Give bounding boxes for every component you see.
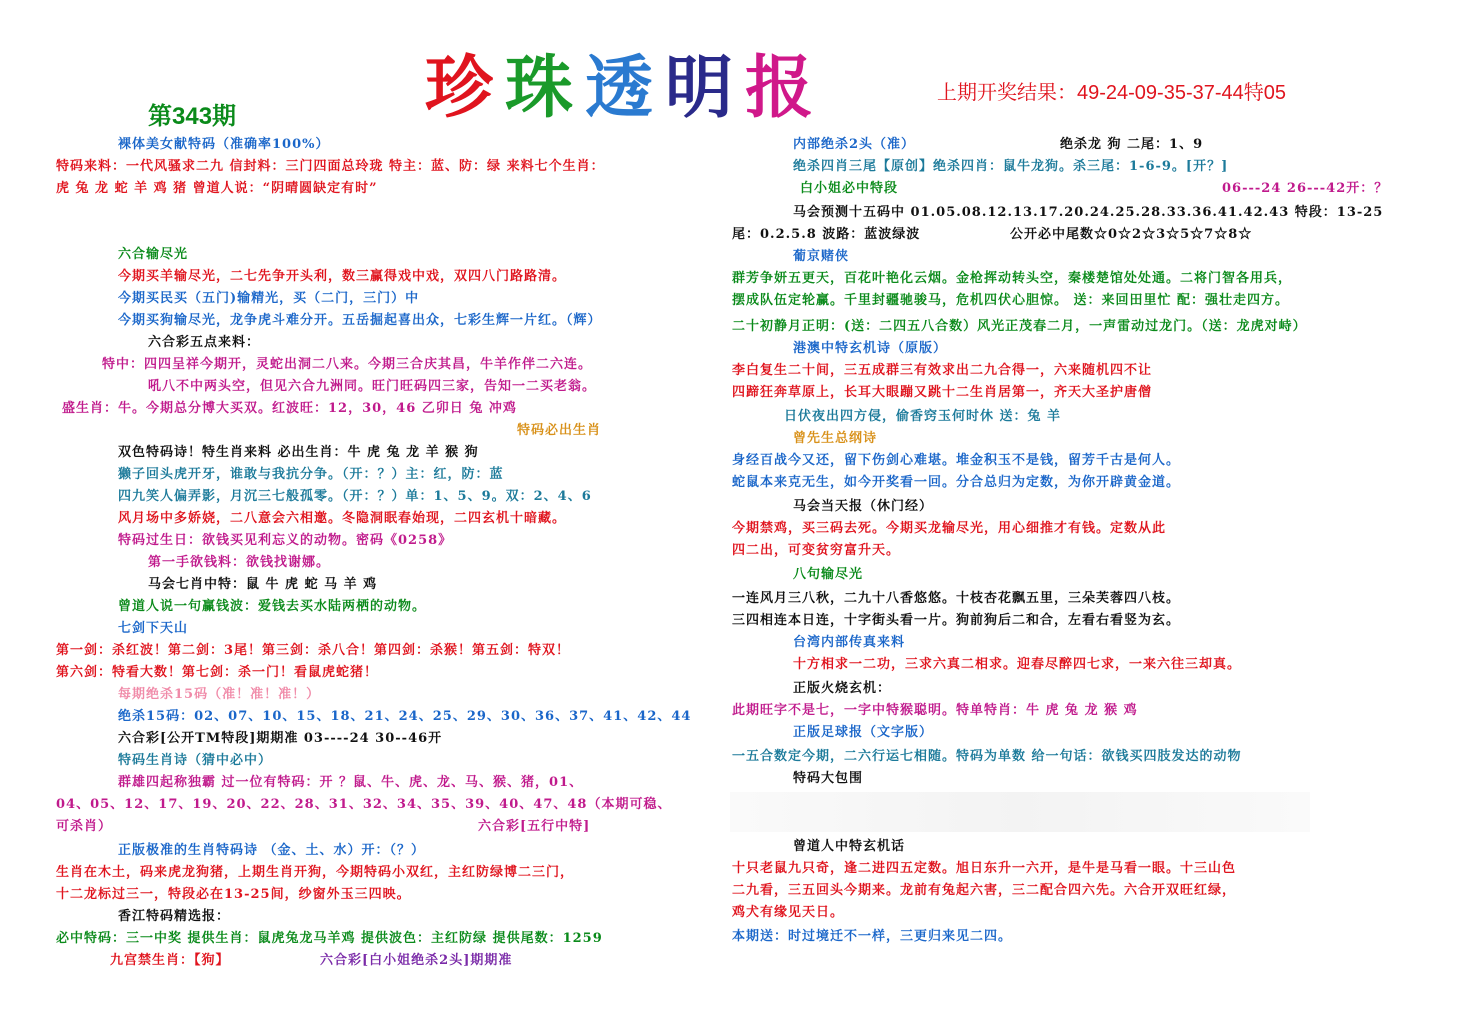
right-line: 四蹄狂奔草原上，长耳大眼蹦又跳十二生肖居第一，齐天大圣护唐僧 — [732, 385, 1153, 400]
right-line: 身经百战今又还，留下伤剑心难堪。堆金积玉不是钱，留芳千古是何人。 — [732, 453, 1181, 468]
right-line: 今期禁鸡，买三码去死。今期买龙输尽光，用心细推才有钱。定数从此 — [732, 521, 1167, 536]
left-line: 特码生肖诗（猜中必中） — [118, 753, 273, 768]
right-line: 绝杀四肖三尾【原创】绝杀四肖：鼠牛龙狗。杀三尾：1-6-9。[开？] — [793, 159, 1229, 174]
right-line: 白小姐必中特段 — [800, 181, 899, 196]
left-line: 特码来料：一代风骚求二九 信封料：三门四面总玲珑 特主：蓝、防：绿 来料七个生肖： — [56, 159, 605, 174]
right-line: 摆成队伍定轮赢。千里封疆驰骏马，危机四伏心胆惊。 送：来回田里忙 配：强壮走四方。 — [732, 293, 1290, 308]
left-line: 六合输尽光 — [118, 247, 189, 262]
right-line: 葡京赌侠 — [793, 249, 850, 264]
left-line: 曾道人说一句赢钱波：爱钱去买水陆两栖的动物。 — [118, 599, 427, 614]
left-line: 六合彩五点来料： — [148, 335, 261, 350]
right-line: 四二出，可变贫穷富升天。 — [732, 543, 901, 558]
left-line: 九宫禁生肖：【狗】 — [110, 953, 230, 968]
left-line: 特中：四四呈祥今期开，灵蛇出洞二八来。今期三合庆其昌，牛羊作伴二六连。 — [102, 357, 593, 372]
left-line: 风月场中多娇娆，二八意会六相邀。冬隐洞眠春始现，二四玄机十暗藏。 — [118, 511, 567, 526]
left-line: 今期买狗输尽光，龙争虎斗难分开。五岳掘起喜出众，七彩生辉一片红。（辉） — [118, 313, 602, 328]
right-line: 台湾内部传真来料 — [793, 635, 906, 650]
title-char: 珠 — [505, 48, 582, 128]
right-line: 正版火烧玄机： — [793, 681, 892, 696]
left-line: 今期买羊输尽光，二七先争开头利，数三赢得戏中戏，双四八门路路清。 — [118, 269, 567, 284]
title-char: 报 — [745, 48, 822, 128]
right-line: 尾：0.2.5.8 波路：蓝波绿波 — [732, 227, 921, 242]
left-line: 必中特码：三一中奖 提供生肖：鼠虎兔龙马羊鸡 提供波色：主红防绿 提供尾数：1259 — [56, 931, 603, 946]
left-line: 双色特码诗！特生肖来料 必出生肖：牛 虎 兔 龙 羊 猴 狗 — [118, 445, 479, 460]
right-line: 十方相求一二功，三求六真二相求。迎春尽醉四七求，一来六往三却真。 — [793, 657, 1242, 672]
left-line: 十二龙标过三一，特段必在13-25间，纱窗外玉三四映。 — [56, 887, 411, 902]
left-line: 第六剑：特看大数！第七剑：杀一门！看鼠虎蛇猪！ — [56, 665, 379, 680]
left-line: 正版极准的生肖特码诗 （金、土、水）开：（？） — [118, 843, 426, 858]
right-line: 鸡犬有缘见天日。 — [732, 905, 845, 920]
right-line: 一连风月三八秋，二九十八香悠悠。十枝杏花飘五里，三朵芙蓉四八枝。 — [732, 591, 1181, 606]
title-char: 明 — [665, 48, 742, 128]
left-line: 裸体美女献特码（准确率100%） — [118, 137, 330, 152]
right-line: 内部绝杀2头（准） — [793, 137, 916, 152]
right-line: 特码大包围 — [793, 771, 864, 786]
left-line: 马会七肖中特：鼠 牛 虎 蛇 马 羊 鸡 — [148, 577, 378, 592]
right-line: 马会预测十五码中 01.05.08.12.13.17.20.24.25.28.33.36.41.42.43 特段：13-25 — [793, 205, 1384, 220]
right-line: 曾道人中特玄机话 — [793, 839, 906, 854]
left-line: 群雄四起称独霸 过一位有特码：开 ？鼠、牛、虎、龙、马、猴、猪，01、 — [118, 775, 584, 790]
right-line: 一五合数定今期，二六行运七相随。特码为单数 给一句话：欲钱买四肢发达的动物 — [732, 749, 1242, 764]
right-line: 李白复生二十间，三五成群三有效求出二九合得一，六来随机四不让 — [732, 363, 1153, 378]
faded-area — [730, 792, 1310, 832]
last-result: 上期开奖结果：49-24-09-35-37-44特05 — [937, 82, 1287, 104]
left-line: 七剑下天山 — [118, 621, 189, 636]
left-line: 獭子回头虎开牙，谁敢与我抗分争。（开：？）主：红，防：蓝 — [118, 467, 504, 482]
right-line: 群芳争妍五更天，百花叶艳化云烟。金枪挥动转头空，秦楼楚馆处处通。二将门智各用兵， — [732, 271, 1293, 286]
left-line: 第一剑：杀红波！第二剑：3尾！第三剑：杀八合！第四剑：杀猴！第五剑：特双！ — [56, 643, 571, 658]
left-line: 今期买民买（五门)输精光，买（二门，三门）中 — [118, 291, 420, 306]
right-line: 正版足球报（文字版） — [793, 725, 934, 740]
left-line: 盛生肖：牛。今期总分博大买双。红波旺：12，30，46 乙卯日 兔 冲鸡 — [62, 401, 517, 416]
paper-title — [425, 34, 825, 128]
right-line: 06---24 26---42开：？ — [1222, 181, 1389, 196]
left-line: 04、05、12、17、19、20、22、28、31、32、34、35、39、40、47、48（本期可稳、 — [56, 797, 672, 812]
right-line: 绝杀龙 狗 二尾：1、9 — [1060, 137, 1204, 152]
left-line: 绝杀15码：02、07、10、15、18、21、24、25、29、30、36、37、41、42、44 — [118, 709, 692, 724]
left-line: 特码必出生肖 — [517, 423, 602, 438]
right-line: 公开必中尾数☆0☆2☆3☆5☆7☆8☆ — [1010, 227, 1253, 242]
right-line: 二九看，三五回头今期来。龙前有兔起六害，三二配合四六先。六合开双旺红绿， — [732, 883, 1237, 898]
left-line: 虎 兔 龙 蛇 羊 鸡 猪 曾道人说：“阴晴圆缺定有时” — [56, 181, 378, 196]
left-line: 六合彩[五行中特] — [478, 819, 591, 834]
right-line: 二十初静月正明：(送：二四五八合数）风光正茂春二月，一声雷动过龙门。（送：龙虎对峙） — [732, 319, 1307, 334]
right-line: 十只老鼠九只奇，逢二进四五定数。旭日东升一六开，是牛是马看一眼。十三山色 — [732, 861, 1237, 876]
right-line: 八句输尽光 — [793, 567, 864, 582]
title-char: 珍 — [425, 48, 502, 128]
left-line: 第一手欲钱料：欲钱找谢娜。 — [148, 555, 331, 570]
right-line: 马会当天报（休门经） — [793, 499, 934, 514]
right-line: 此期旺字不是七，一字中特猴聪明。特单特肖：牛 虎 兔 龙 猴 鸡 — [732, 703, 1138, 718]
left-line: 生肖在木土，码来虎龙狗猪，上期生肖开狗，今期特码小双红，主红防绿博二三门， — [56, 865, 575, 880]
left-line: 香江特码精选报： — [118, 909, 231, 924]
left-line: 四九笑人偏弄影，月沉三七般孤零。（开：？）单：1、5、9。双：2、4、6 — [118, 489, 592, 504]
right-line: 本期送：时过境迁不一样，三更归来见二四。 — [732, 929, 1013, 944]
left-line: 六合彩[公开TM特段]期期准 03----24 30--46开 — [118, 731, 443, 746]
right-line: 港澳中特玄机诗（原版） — [793, 341, 948, 356]
left-line: 六合彩[白小姐绝杀2头]期期准 — [320, 953, 513, 968]
left-line: 吼八不中两头空，但见六合九洲同。旺门旺码四三家，告知一二买老翁。 — [148, 379, 597, 394]
title-char: 透 — [585, 48, 662, 128]
left-line: 可杀肖） — [56, 819, 113, 834]
right-line: 日伏夜出四方侵，偷香窍玉何时休 送：兔 羊 — [784, 409, 1062, 424]
left-line: 特码过生日：欲钱买见利忘义的动物。密码《0258》 — [118, 533, 453, 548]
right-line: 蛇鼠本来克无生，如今开奖看一回。分合总归为定数，为你开辟黄金道。 — [732, 475, 1181, 490]
right-line: 曾先生总纲诗 — [793, 431, 878, 446]
left-line: 每期绝杀15码（准！准！准！） — [118, 687, 321, 702]
issue-number: 第343期 — [148, 103, 237, 130]
right-line: 三四相连本日连，十字街头看一片。狗前狗后二和合，左看右看竖为玄。 — [732, 613, 1181, 628]
